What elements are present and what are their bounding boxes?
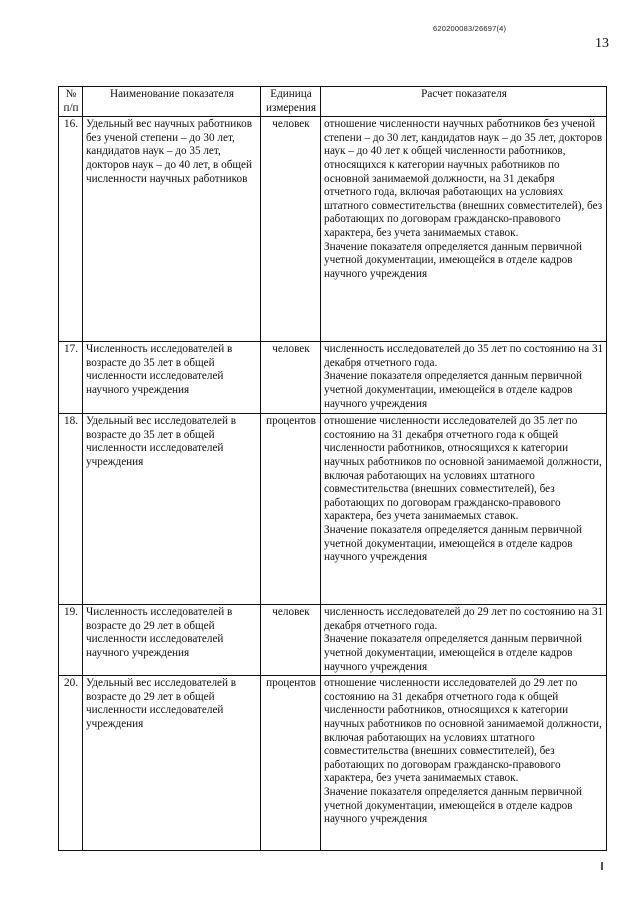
indicator-name: Удельный вес исследователей в возрасте до 35 лет в общей численности исследователей учреждения: [83, 414, 261, 605]
table-header-row: [59, 87, 607, 117]
table-row: [59, 676, 607, 851]
column-header-calc: Расчет показателя: [321, 87, 607, 117]
indicator-calculation: численность исследователей до 29 лет по состоянию на 31 декабря отчетного года. Значение показателя определяется данным первичной учетной документации, имеющейся в отделе кадров научного учреждения: [321, 605, 607, 676]
table-row: [59, 342, 607, 414]
column-header-unit: Единица измерения: [261, 87, 321, 117]
document-code: 620200083/26697(4): [433, 24, 507, 33]
column-header-num: № п/п: [59, 87, 83, 117]
indicator-calculation: численность исследователей до 35 лет по состоянию на 31 декабря отчетного года. Значение показателя определяется данным первичной учетной документации, имеющейся в отделе кадров научного учреждения: [321, 342, 607, 414]
indicator-unit: человек: [261, 117, 321, 342]
table-row: [59, 117, 607, 342]
indicator-name: Удельный вес исследователей в возрасте до 29 лет в общей численности исследователей учреждения: [83, 676, 261, 851]
table-row: [59, 414, 607, 605]
indicator-name: Численность исследователей в возрасте до 29 лет в общей численности исследователей научного учреждения: [83, 605, 261, 676]
indicator-unit: человек: [261, 342, 321, 414]
column-header-name: Наименование показателя: [83, 87, 261, 117]
row-number: 17.: [59, 342, 83, 414]
row-number: 20.: [59, 676, 83, 851]
indicator-calculation: отношение численности научных работников без ученой степени – до 30 лет, кандидатов наук – до 35 лет, докторов наук – до 40 лет к общей численности работников, относящихся к категории научных работников по основной занимаемой должности, на 31 декабря отчетного года, включая работающих на условиях штатного совместительства (внешних совместителей), без работающих по договорам гражданско-правового характера, без учета занимаемых ставок. Значение показателя определяется данным первичной учетной документации, имеющейся в отделе кадров научного учреждения: [321, 117, 607, 342]
indicator-unit: процентов: [261, 414, 321, 605]
indicator-unit: человек: [261, 605, 321, 676]
row-number: 18.: [59, 414, 83, 605]
indicator-calculation: отношение численности исследователей до 35 лет по состоянию на 31 декабря отчетного года к общей численности работников, относящихся к категории научных работников по основной занимаемой должности, включая работающих на условиях штатного совместительства (внешних совместителей), без работающих по договорам гражданско-правового характера, без учета занимаемых ставок. Значение показателя определяется данным первичной учетной документации, имеющейся в отделе кадров научного учреждения: [321, 414, 607, 605]
row-number: 19.: [59, 605, 83, 676]
row-number: 16.: [59, 117, 83, 342]
table-row: [59, 605, 607, 676]
indicator-name: Численность исследователей в возрасте до 35 лет в общей численности исследователей научного учреждения: [83, 342, 261, 414]
scan-mark: [601, 862, 603, 870]
page-number: 13: [595, 36, 609, 51]
indicator-name: Удельный вес научных работников без ученой степени – до 30 лет, кандидатов наук – до 35 лет, докторов наук – до 40 лет, в общей численности научных работников: [83, 117, 261, 342]
indicator-unit: процентов: [261, 676, 321, 851]
indicators-table: [58, 86, 607, 851]
indicator-calculation: отношение численности исследователей до 29 лет по состоянию на 31 декабря отчетного года к общей численности работников, относящихся к категории научных работников по основной занимаемой должности, включая работающих на условиях штатного совместительства (внешних совместителей), без работающих по договорам гражданско-правового характера, без учета занимаемых ставок. Значение показателя определяется данным первичной учетной документации, имеющейся в отделе кадров научного учреждения: [321, 676, 607, 851]
